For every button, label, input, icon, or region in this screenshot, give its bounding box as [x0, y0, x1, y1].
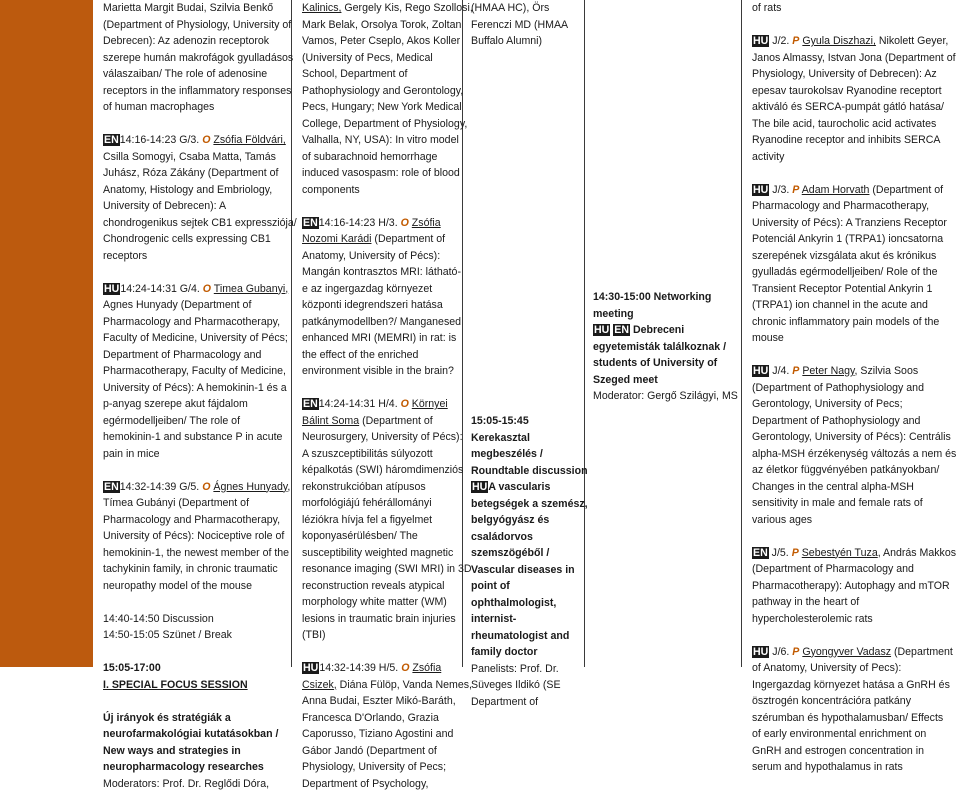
text-line: chondrogenikus sejtek CB1 expressziója/	[103, 215, 297, 232]
text-fragment: , András Makkos	[878, 547, 956, 559]
talk-time: 14:16-14:23 H/3.	[319, 217, 398, 229]
text-line	[302, 413, 473, 430]
talk-code: J/2.	[772, 35, 789, 47]
program-table	[93, 0, 959, 667]
presenter-name: Gyula Diszhazi,	[802, 35, 876, 47]
text-line: A szuszceptibilitás súlyozott	[302, 446, 473, 463]
presentation-type: O	[202, 481, 210, 493]
language-tag: HU	[471, 481, 488, 493]
text-line: epesav taurokolsav Ryanodine receptort	[752, 83, 956, 100]
text-line: activity	[752, 149, 956, 166]
text-line: Francesca D'Orlando, Grazia	[302, 710, 473, 727]
presenter-name: Ágnes Hunyady,	[213, 481, 290, 493]
col1-text	[103, 0, 297, 792]
presentation-type: O	[202, 134, 210, 146]
text-line: Changes in the central alpha-MSH	[752, 479, 956, 496]
text-line: koponyasérülésben/ The	[302, 528, 473, 545]
text-line: (HMAA HC), Örs	[471, 0, 568, 17]
text-line: Pharmacology and Pharmacotherapy,	[103, 512, 297, 529]
text-line: Anatomy, Histology and Embriology,	[103, 182, 297, 199]
text-line: pathway in the heart of	[752, 594, 956, 611]
language-tag: HU	[302, 662, 319, 674]
roundtable-block	[471, 413, 588, 710]
text-line: (Department of Pathophysiology and	[752, 380, 956, 397]
text-line: students of University of	[593, 355, 738, 372]
column-2	[292, 0, 463, 667]
text-line: családorvos	[471, 529, 588, 546]
text-line: gyulladás egérmodelljeiben/ Role of the	[752, 264, 956, 281]
moderator: Moderator: Gergő Szilágyi, MS	[593, 388, 738, 405]
panelists-line: Department of	[471, 694, 588, 711]
panelists-line: Panelists: Prof. Dr.	[471, 661, 588, 678]
session-time: 15:05-17:00	[103, 660, 297, 677]
text-line: Transient Receptor Potential Ankyrin 1	[752, 281, 956, 298]
text-line: Caporusso, Tiziano Agostini and	[302, 726, 473, 743]
presentation-type: P	[792, 184, 799, 196]
text-line: pain in mice	[103, 446, 297, 463]
text-line: Potenciál Ankyrin 1 (TRPA1) ioncsatorna	[752, 231, 956, 248]
text-line: képalkotás (SWI) háromdimenziós	[302, 462, 473, 479]
talk-header	[752, 33, 956, 50]
text-line: Gábor Jandó (Department of	[302, 743, 473, 760]
presenter-name: Gyongyver Vadasz	[802, 646, 891, 658]
column-3	[463, 0, 585, 667]
text-line: Ryanodine receptor and inhibits SERCA	[752, 132, 956, 149]
talk-time: 14:24-14:31 G/4.	[120, 283, 200, 295]
text-line: University of Pécs): A Tranziens Receptor	[752, 215, 956, 232]
presentation-type: O	[203, 283, 211, 295]
language-tag: HU	[752, 35, 769, 47]
text-line: School, Department of	[302, 66, 473, 83]
text-line: tachykinin family, in chronic traumatic	[103, 561, 297, 578]
text-line: the effect of the enriched	[302, 347, 473, 364]
text-line: betegségek a szemész,	[471, 496, 588, 513]
text-line: Janos Almassy, Istvan Jona (Department of	[752, 50, 956, 67]
text-line: of subarachnoid hemorrhage	[302, 149, 473, 166]
text-line: Agnes Hunyady (Department of	[103, 297, 297, 314]
text-line: Ingergazdag környezet hatása a GnRH és	[752, 677, 956, 694]
language-tag: HU	[593, 324, 610, 336]
talk-code: J/5.	[772, 547, 789, 559]
text-line: Department of Pathophysiology and	[752, 413, 956, 430]
presenter-name: Timea Gubanyi,	[214, 283, 288, 295]
text-fragment: Debreceni	[633, 324, 684, 336]
presentation-type: P	[792, 646, 799, 658]
session-line: neuropharmacology researches	[103, 759, 297, 776]
column-5	[742, 0, 959, 667]
talk-header	[752, 545, 956, 562]
talk-time: 14:32-14:39 H/5.	[319, 662, 398, 674]
talk-code: J/6.	[772, 646, 789, 658]
text-line	[302, 677, 473, 694]
talk-header	[752, 644, 956, 661]
text-line: neuropathy model of the mouse	[103, 578, 297, 595]
text-line: of rats	[752, 0, 956, 17]
session-line: neurofarmakológiai kutatásokban /	[103, 726, 297, 743]
language-tag: EN	[103, 134, 120, 146]
text-line: Pharmacology and Pharmacotherapy,	[752, 198, 956, 215]
text-line: e az ingergazdag környezet	[302, 281, 473, 298]
text-line: rheumatologist and	[471, 628, 588, 645]
text-line: University of Pécs): Nociceptive role of	[103, 528, 297, 545]
text-line: Tímea Gubányi (Department of	[103, 495, 297, 512]
text-line: Gergely Kis, Rego Szollosi,	[344, 2, 472, 14]
text-line: Ferenczi MD (HMAA	[471, 17, 568, 34]
text-line: Mark Belak, Orsolya Torok, Zoltan	[302, 17, 473, 34]
text-line: szerepének vizsgálata akut és krónikus	[752, 248, 956, 265]
text-line: megbeszélés /	[471, 446, 588, 463]
text-line: University of Debrecen): A	[103, 198, 297, 215]
text-line: ophthalmologist,	[471, 595, 588, 612]
text-line: hemokinin-1 and substance P in acute	[103, 429, 297, 446]
talk-code: J/3.	[772, 184, 789, 196]
language-tag: EN	[302, 398, 319, 410]
text-line: Pathophysiology and Gerontology,	[302, 83, 473, 100]
talk-header	[302, 215, 473, 232]
text-line: Pharmacology and Pharmacotherapy,	[103, 314, 297, 331]
text-line: egyetemisták találkoznak /	[593, 339, 738, 356]
column-4	[585, 0, 742, 667]
text-line: Gerontology, University of Pecs;	[752, 396, 956, 413]
text-line: lesions in traumatic brain injuries	[302, 611, 473, 628]
text-line: receptors	[103, 248, 297, 265]
col2-text	[302, 0, 473, 792]
text-line: Vascular diseases in	[471, 562, 588, 579]
presenter-name: Adam Horvath	[802, 184, 870, 196]
panelists-line: Süveges Ildikó (SE	[471, 677, 588, 694]
presenter-name: Zsófia	[412, 662, 441, 674]
presentation-type: O	[401, 398, 409, 410]
presenter-name: Csizek,	[302, 679, 337, 691]
text-line: szerepe humán makrofágok gyulladásos	[103, 50, 297, 67]
talk-header	[752, 363, 956, 380]
discussion-slot: 14:40-14:50 Discussion	[103, 611, 297, 628]
text-line: College, Department of Physiology,	[302, 116, 473, 133]
break-slot: 14:50-15:05 Szünet / Break	[103, 627, 297, 644]
presenter-name: Zsófia	[412, 217, 441, 229]
roundtable-time: 15:05-15:45	[471, 413, 588, 430]
language-tag: HU	[103, 283, 120, 295]
text-line: az életkor függvényében patkányokban/	[752, 462, 956, 479]
text-line: Buffalo Alumni)	[471, 33, 568, 50]
text-fragment: (Department	[891, 646, 953, 658]
text-fragment: (Department of	[371, 233, 445, 245]
text-line: egérmodelljeiben/ The role of	[103, 413, 297, 430]
text-fragment: , Szilvia Soos	[855, 365, 919, 377]
text-line: morfológiájú fehérállományi	[302, 495, 473, 512]
accent-strip	[0, 0, 93, 667]
text-line: internist-	[471, 611, 588, 628]
text-line: alpha-MSH érzékenység változás a nem és	[752, 446, 956, 463]
text-line: válaszaiban/ The role of adenosine	[103, 66, 297, 83]
text-line: Juhász, Róza Zákány (Department of	[103, 165, 297, 182]
language-tag: HU	[752, 646, 769, 658]
text-line: point of	[471, 578, 588, 595]
text-line: of human macrophages	[103, 99, 297, 116]
talk-header	[103, 479, 297, 496]
text-line: szérumban és hypothalamusban/ Effects	[752, 710, 956, 727]
text-line: serum and hypothalamus in rats	[752, 759, 956, 776]
text-line: (Department of Physiology, University of	[103, 17, 297, 34]
text-line: Anna Budai, Eszter Mikó-Baráth,	[302, 693, 473, 710]
text-line: Department of Psychology,	[302, 776, 473, 792]
language-tag: EN	[752, 547, 769, 559]
talk-header	[302, 660, 473, 677]
language-tag: HU	[752, 365, 769, 377]
text-line: Anatomy, University of Pécs):	[302, 248, 473, 265]
talk-header	[103, 281, 297, 298]
text-line: belgyógyász és	[471, 512, 588, 529]
text-line: (University of Pecs, Medical	[302, 50, 473, 67]
text-line: mouse	[752, 330, 956, 347]
moderators: Moderators: Prof. Dr. Reglődi Dóra,	[103, 776, 297, 792]
text-line: reconstruction reveals atypical	[302, 578, 473, 595]
presenter-name: Zsófia Földvári,	[213, 134, 285, 146]
networking-time: 14:30-15:00 Networking	[593, 289, 738, 306]
language-tag: EN	[302, 217, 319, 229]
presenter-name: Nozomi Karádi	[302, 233, 371, 245]
text-line: Neurosurgery, University of Pécs):	[302, 429, 473, 446]
talk-time: 14:16-14:23 G/3.	[120, 134, 200, 146]
talk-header	[302, 396, 473, 413]
column-1	[93, 0, 292, 667]
text-line: szemszögéből /	[471, 545, 588, 562]
text-line: components	[302, 182, 473, 199]
roundtable-title	[471, 479, 588, 496]
talk-authors	[302, 0, 473, 17]
text-line: of Anatomy, University of Pecs):	[752, 660, 956, 677]
text-line: meeting	[593, 306, 738, 323]
presentation-type: P	[792, 35, 799, 47]
text-line: enhanced MRI (MEMRI) in rat: is	[302, 330, 473, 347]
text-line: Roundtable discussion	[471, 463, 588, 480]
text-line: aktiváló és SERCA-pumpát gátló hatása/	[752, 99, 956, 116]
text-line: léziókra hívja fel a figyelmet	[302, 512, 473, 529]
text-line: Szeged meet	[593, 372, 738, 389]
presenter-name: Peter Nagy	[802, 365, 854, 377]
text-line: Chondrogenic cells expressing CB1	[103, 231, 297, 248]
text-line: (TRPA1) ion channel in the acute and	[752, 297, 956, 314]
text-line: Mangán kontrasztos MRI: látható-	[302, 264, 473, 281]
text-line: Pecs, Hungary; New York Medical	[302, 99, 473, 116]
text-line: morphology white matter (WM)	[302, 594, 473, 611]
text-line: ösztrogén koncentrációra patkány	[752, 693, 956, 710]
language-tag: HU	[752, 184, 769, 196]
text-line: Pharmacotherapy): Autophagy and mTOR	[752, 578, 956, 595]
presentation-type: P	[792, 365, 799, 377]
text-line: family doctor	[471, 644, 588, 661]
presenter-name: Kalinics,	[302, 2, 341, 14]
text-line: resonance imaging (SWI MRI) in 3D	[302, 561, 473, 578]
text-line: Physiology, University of Pecs;	[302, 759, 473, 776]
text-line: various ages	[752, 512, 956, 529]
text-line: of early environmental enrichment on	[752, 726, 956, 743]
presenter-name: Sebestyén Tuza	[802, 547, 878, 559]
text-fragment: (Department of	[869, 184, 943, 196]
text-line: rekonstrukcióban atípusos	[302, 479, 473, 496]
col3-top-text	[471, 0, 568, 50]
text-line: hypercholesterolemic rats	[752, 611, 956, 628]
session-line: New ways and strategies in	[103, 743, 297, 760]
talk-code: J/4.	[772, 365, 789, 377]
talk-header	[103, 132, 297, 149]
text-fragment: Diána Fülöp, Vanda Nemes,	[337, 679, 472, 691]
text-line: sensitivity in male and female rats of	[752, 495, 956, 512]
text-line: GnRH and estrogen concentration in	[752, 743, 956, 760]
text-fragment: Nikolett Geyer,	[876, 35, 948, 47]
text-line: environment visible in the brain?	[302, 363, 473, 380]
text-line: Debrecen): Az adenozin receptorok	[103, 33, 297, 50]
text-line: p-anyag szerepe akut fájdalom	[103, 396, 297, 413]
text-line: University of Pécs): A hemokinin-1 és a	[103, 380, 297, 397]
text-line: induced vasospasm: role of blood	[302, 165, 473, 182]
text-line: Vamos, Peter Cseplo, Akos Koller	[302, 33, 473, 50]
text-line: (Department of Pharmacology and	[752, 561, 956, 578]
session-title: I. SPECIAL FOCUS SESSION	[103, 677, 297, 694]
text-line: Valhalla, NY, USA): In vitro model	[302, 132, 473, 149]
col5-text	[752, 0, 956, 776]
talk-time: 14:24-14:31 H/4.	[319, 398, 398, 410]
text-line: susceptibility weighted magnetic	[302, 545, 473, 562]
presenter-name: Környei	[412, 398, 448, 410]
presentation-type: P	[792, 547, 799, 559]
presentation-type: O	[401, 662, 409, 674]
text-line: (TBI)	[302, 627, 473, 644]
text-fragment: A vascularis	[488, 481, 550, 493]
networking-title	[593, 322, 738, 339]
text-line: Physiology, University of Debrecen): Az	[752, 66, 956, 83]
text-line: Faculty of Medicine, University of Pécs;	[103, 330, 297, 347]
text-line: Department of Pharmacology and	[103, 347, 297, 364]
text-line: The bile acid, taurocholic acid activates	[752, 116, 956, 133]
text-line: Kerekasztal	[471, 430, 588, 447]
text-line: hemokinin-1, the newest member of the	[103, 545, 297, 562]
text-line: Gerontology, University of Pécs): Centrális	[752, 429, 956, 446]
language-tag: EN	[613, 324, 630, 336]
presentation-type: O	[401, 217, 409, 229]
text-line: chronic inflammatory pain models of the	[752, 314, 956, 331]
talk-time: 14:32-14:39 G/5.	[120, 481, 200, 493]
text-fragment: (Department of	[359, 415, 433, 427]
talk-header	[752, 182, 956, 199]
text-line: Marietta Margit Budai, Szilvia Benkő	[103, 0, 297, 17]
text-line	[302, 231, 473, 248]
text-line: központi idegrendszeri hatása	[302, 297, 473, 314]
session-line: Új irányok és stratégiák a	[103, 710, 297, 727]
language-tag: EN	[103, 481, 120, 493]
text-line: Csilla Somogyi, Csaba Matta, Tamás	[103, 149, 297, 166]
presenter-name: Bálint Soma	[302, 415, 359, 427]
networking-block	[593, 289, 738, 405]
text-line: patkánymodellben?/ Manganesed	[302, 314, 473, 331]
text-line: receptors in the inflammatory responses	[103, 83, 297, 100]
text-line: Pharmacotherapy, Faculty of Medicine,	[103, 363, 297, 380]
